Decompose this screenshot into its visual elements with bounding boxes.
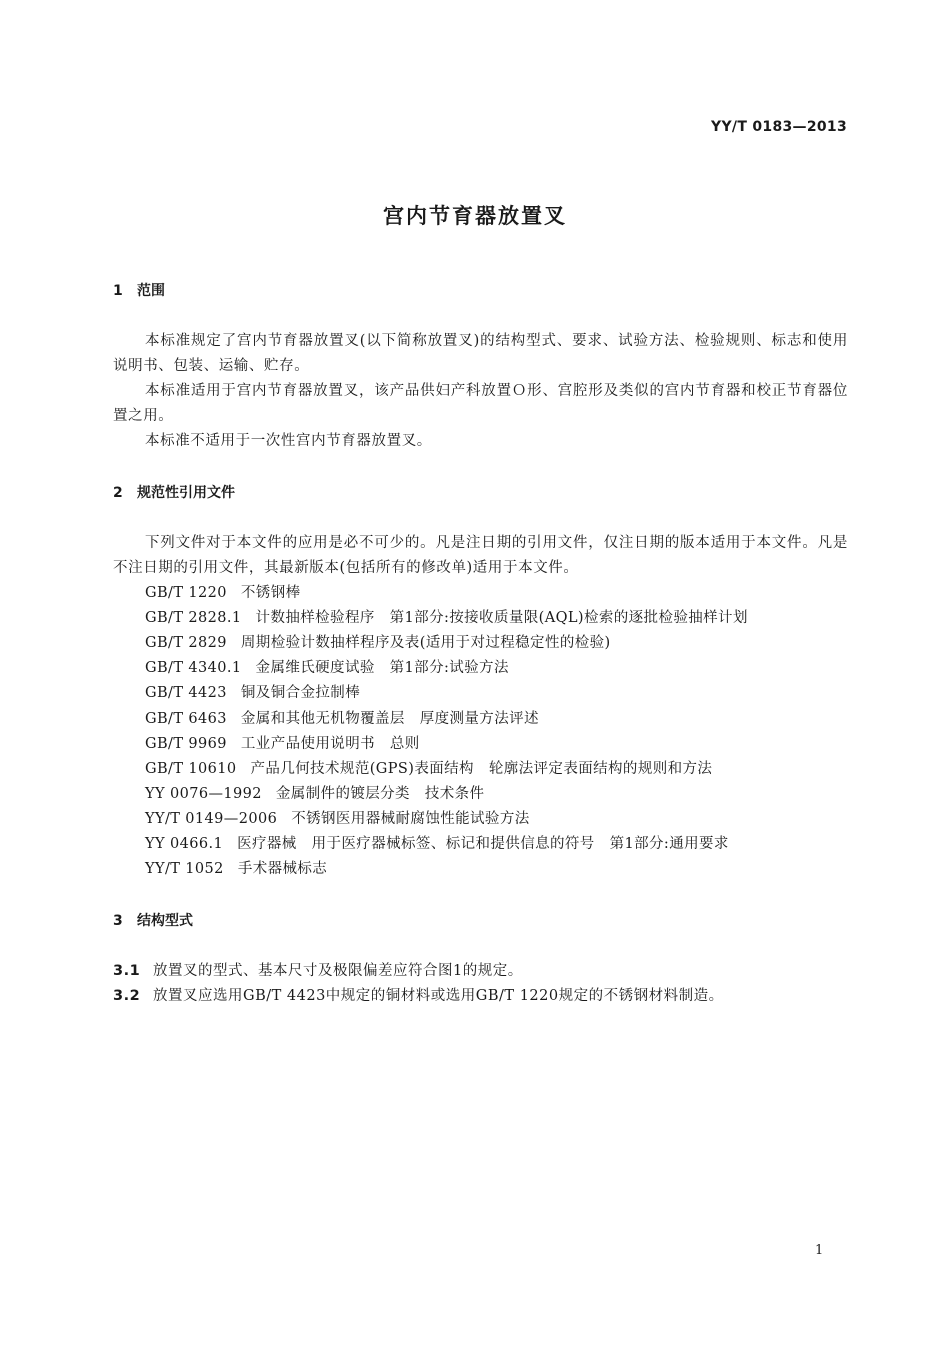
structure-item-text: 放置叉应选用GB/T 4423中规定的铜材料或选用GB/T 1220规定的不锈钢材料制造。 xyxy=(153,988,724,1004)
reference-title: 不锈钢医用器械耐腐蚀性能试验方法 xyxy=(291,811,530,827)
reference-title: 医疗器械 用于医疗器械标签、标记和提供信息的符号 第1部分:通用要求 xyxy=(237,836,729,852)
reference-code: YY 0076—1992 xyxy=(145,786,262,802)
reference-item xyxy=(145,707,539,728)
reference-item xyxy=(145,656,509,677)
scope-paragraph: 本标准不适用于一次性宫内节育器放置叉。 xyxy=(145,433,432,449)
page-number: 1 xyxy=(815,1243,824,1258)
reference-title: 金属制件的镀层分类 技术条件 xyxy=(275,786,485,802)
reference-item xyxy=(145,832,729,853)
section-number: 3 xyxy=(113,913,123,929)
references-intro: 下列文件对于本文件的应用是必不可少的。凡是注日期的引用文件，仅注日期的版本适用于本文件。凡是不注日期的引用文件，其最新版本(包括所有的修改单)适用于本文件。 xyxy=(113,535,848,576)
section-title: 规范性引用文件 xyxy=(137,485,235,501)
standard-code: YY/T 0183—2013 xyxy=(711,119,847,135)
section-heading-references xyxy=(113,482,235,502)
reference-code: GB/T 1220 xyxy=(145,585,227,601)
scope-paragraph: 本标准适用于宫内节育器放置叉，该产品供妇产科放置Ｏ形、宫腔形及类似的宫内节育器和校正节育器位置之用。 xyxy=(113,383,848,424)
document-title: 宫内节育器放置叉 xyxy=(383,204,567,228)
reference-item xyxy=(145,757,712,778)
reference-code: GB/T 2829 xyxy=(145,635,227,651)
reference-item xyxy=(145,857,327,878)
section-heading-scope xyxy=(113,280,165,300)
reference-title: 金属维氏硬度试验 第1部分:试验方法 xyxy=(255,660,509,676)
reference-title: 周期检验计数抽样程序及表(适用于对过程稳定性的检验) xyxy=(240,635,611,651)
reference-code: GB/T 9969 xyxy=(145,736,227,752)
reference-title: 铜及铜合金拉制棒 xyxy=(240,685,361,701)
section-title: 结构型式 xyxy=(137,913,193,929)
reference-title: 计数抽样检验程序 第1部分:按接收质量限(AQL)检索的逐批检验抽样计划 xyxy=(255,610,748,626)
reference-title: 金属和其他无机物覆盖层 厚度测量方法评述 xyxy=(240,711,539,727)
reference-item xyxy=(145,782,484,803)
reference-title: 手术器械标志 xyxy=(237,861,328,877)
section-number: 2 xyxy=(113,485,123,501)
structure-item xyxy=(113,984,724,1005)
section-title: 范围 xyxy=(137,283,165,299)
reference-code: GB/T 4340.1 xyxy=(145,660,242,676)
reference-item xyxy=(145,681,360,702)
section-heading-structure xyxy=(113,910,193,930)
reference-item xyxy=(145,631,611,652)
structure-item-text: 放置叉的型式、基本尺寸及极限偏差应符合图1的规定。 xyxy=(153,963,523,979)
reference-item xyxy=(145,606,748,627)
reference-title: 不锈钢棒 xyxy=(240,585,301,601)
reference-code: YY 0466.1 xyxy=(145,836,224,852)
structure-item-number: 3.2 xyxy=(113,988,141,1004)
reference-title: 工业产品使用说明书 总则 xyxy=(240,736,420,752)
reference-code: GB/T 10610 xyxy=(145,761,237,777)
section-number: 1 xyxy=(113,283,123,299)
reference-code: YY/T 0149—2006 xyxy=(145,811,278,827)
structure-item-number: 3.1 xyxy=(113,963,141,979)
reference-code: GB/T 6463 xyxy=(145,711,227,727)
reference-code: GB/T 4423 xyxy=(145,685,227,701)
reference-title: 产品几何技术规范(GPS)表面结构 轮廓法评定表面结构的规则和方法 xyxy=(250,761,713,777)
scope-paragraph: 本标准规定了宫内节育器放置叉(以下简称放置叉)的结构型式、要求、试验方法、检验规则、标志和使用说明书、包装、运输、贮存。 xyxy=(113,333,848,374)
reference-code: YY/T 1052 xyxy=(145,861,224,877)
structure-item xyxy=(113,959,523,980)
reference-item xyxy=(145,581,301,602)
reference-code: GB/T 2828.1 xyxy=(145,610,242,626)
reference-item xyxy=(145,807,530,828)
reference-item xyxy=(145,732,420,753)
